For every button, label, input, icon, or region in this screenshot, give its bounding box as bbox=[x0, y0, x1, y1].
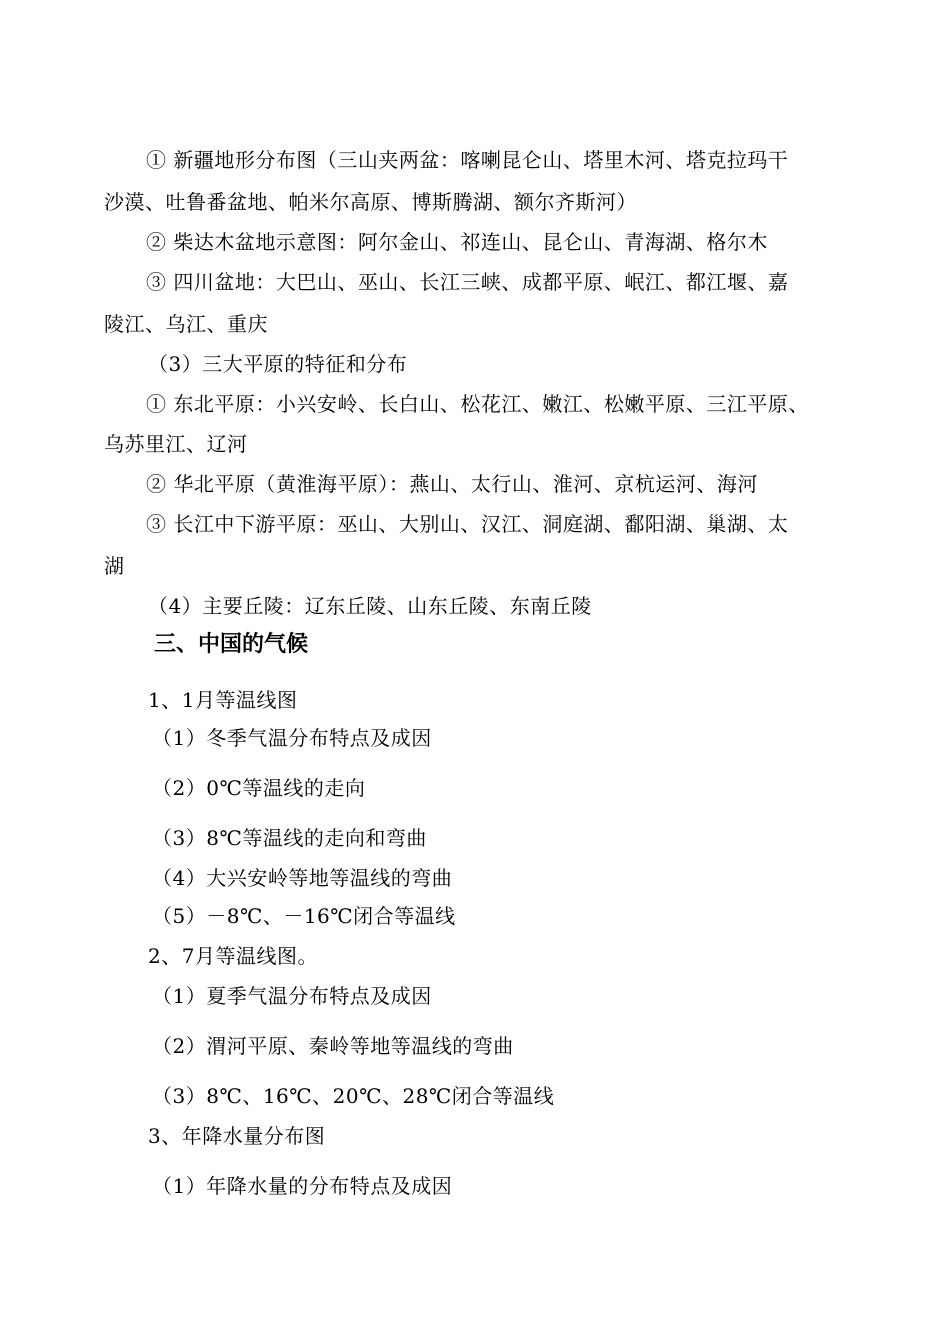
july-item-3: （3）8℃、16℃、20℃、28℃闭合等温线 bbox=[152, 1084, 555, 1108]
sichuan-basin-line-1: ③ 四川盆地：大巴山、巫山、长江三峡、成都平原、岷江、都江堰、嘉 bbox=[146, 270, 789, 294]
july-item-2: （2）渭河平原、秦岭等地等温线的弯曲 bbox=[152, 1034, 514, 1058]
july-item-1: （1）夏季气温分布特点及成因 bbox=[152, 984, 432, 1008]
climate-section-heading: 三、中国的气候 bbox=[154, 632, 309, 657]
yangtze-plain-line-1: ③ 长江中下游平原：巫山、大别山、汉江、洞庭湖、鄱阳湖、巢湖、太 bbox=[146, 512, 789, 536]
january-item-2: （2）0℃等温线的走向 bbox=[152, 776, 366, 800]
january-item-3: （3）8℃等温线的走向和弯曲 bbox=[152, 826, 427, 850]
xinjiang-map-line-1: ① 新疆地形分布图（三山夹两盆：喀喇昆仑山、塔里木河、塔克拉玛干 bbox=[146, 148, 789, 172]
qaidam-basin-line: ② 柴达木盆地示意图：阿尔金山、祁连山、昆仑山、青海湖、格尔木 bbox=[146, 230, 768, 254]
yangtze-plain-line-2: 湖 bbox=[104, 554, 125, 578]
plains-section-title: （3）三大平原的特征和分布 bbox=[148, 352, 408, 376]
january-item-5: （5）－8℃、－16℃闭合等温线 bbox=[152, 904, 456, 928]
january-item-1: （1）冬季气温分布特点及成因 bbox=[152, 726, 432, 750]
sichuan-basin-line-2: 陵江、乌江、重庆 bbox=[104, 312, 268, 336]
northeast-plain-line-1: ① 东北平原：小兴安岭、长白山、松花江、嫩江、松嫩平原、三江平原、 bbox=[146, 392, 809, 416]
north-china-plain-line: ② 华北平原（黄淮海平原）：燕山、太行山、淮河、京杭运河、海河 bbox=[146, 472, 758, 496]
precipitation-item-1: （1）年降水量的分布特点及成因 bbox=[152, 1174, 453, 1198]
northeast-plain-line-2: 乌苏里江、辽河 bbox=[104, 432, 248, 456]
july-isotherm-title: 2、7月等温线图。 bbox=[148, 944, 318, 968]
main-hills-line: （4）主要丘陵：辽东丘陵、山东丘陵、东南丘陵 bbox=[148, 594, 592, 618]
january-isotherm-title: 1、1月等温线图 bbox=[148, 688, 298, 712]
precipitation-map-title: 3、年降水量分布图 bbox=[148, 1124, 326, 1148]
xinjiang-map-line-2: 沙漠、吐鲁番盆地、帕米尔高原、博斯腾湖、额尔齐斯河） bbox=[104, 190, 637, 214]
january-item-4: （4）大兴安岭等地等温线的弯曲 bbox=[152, 866, 453, 890]
